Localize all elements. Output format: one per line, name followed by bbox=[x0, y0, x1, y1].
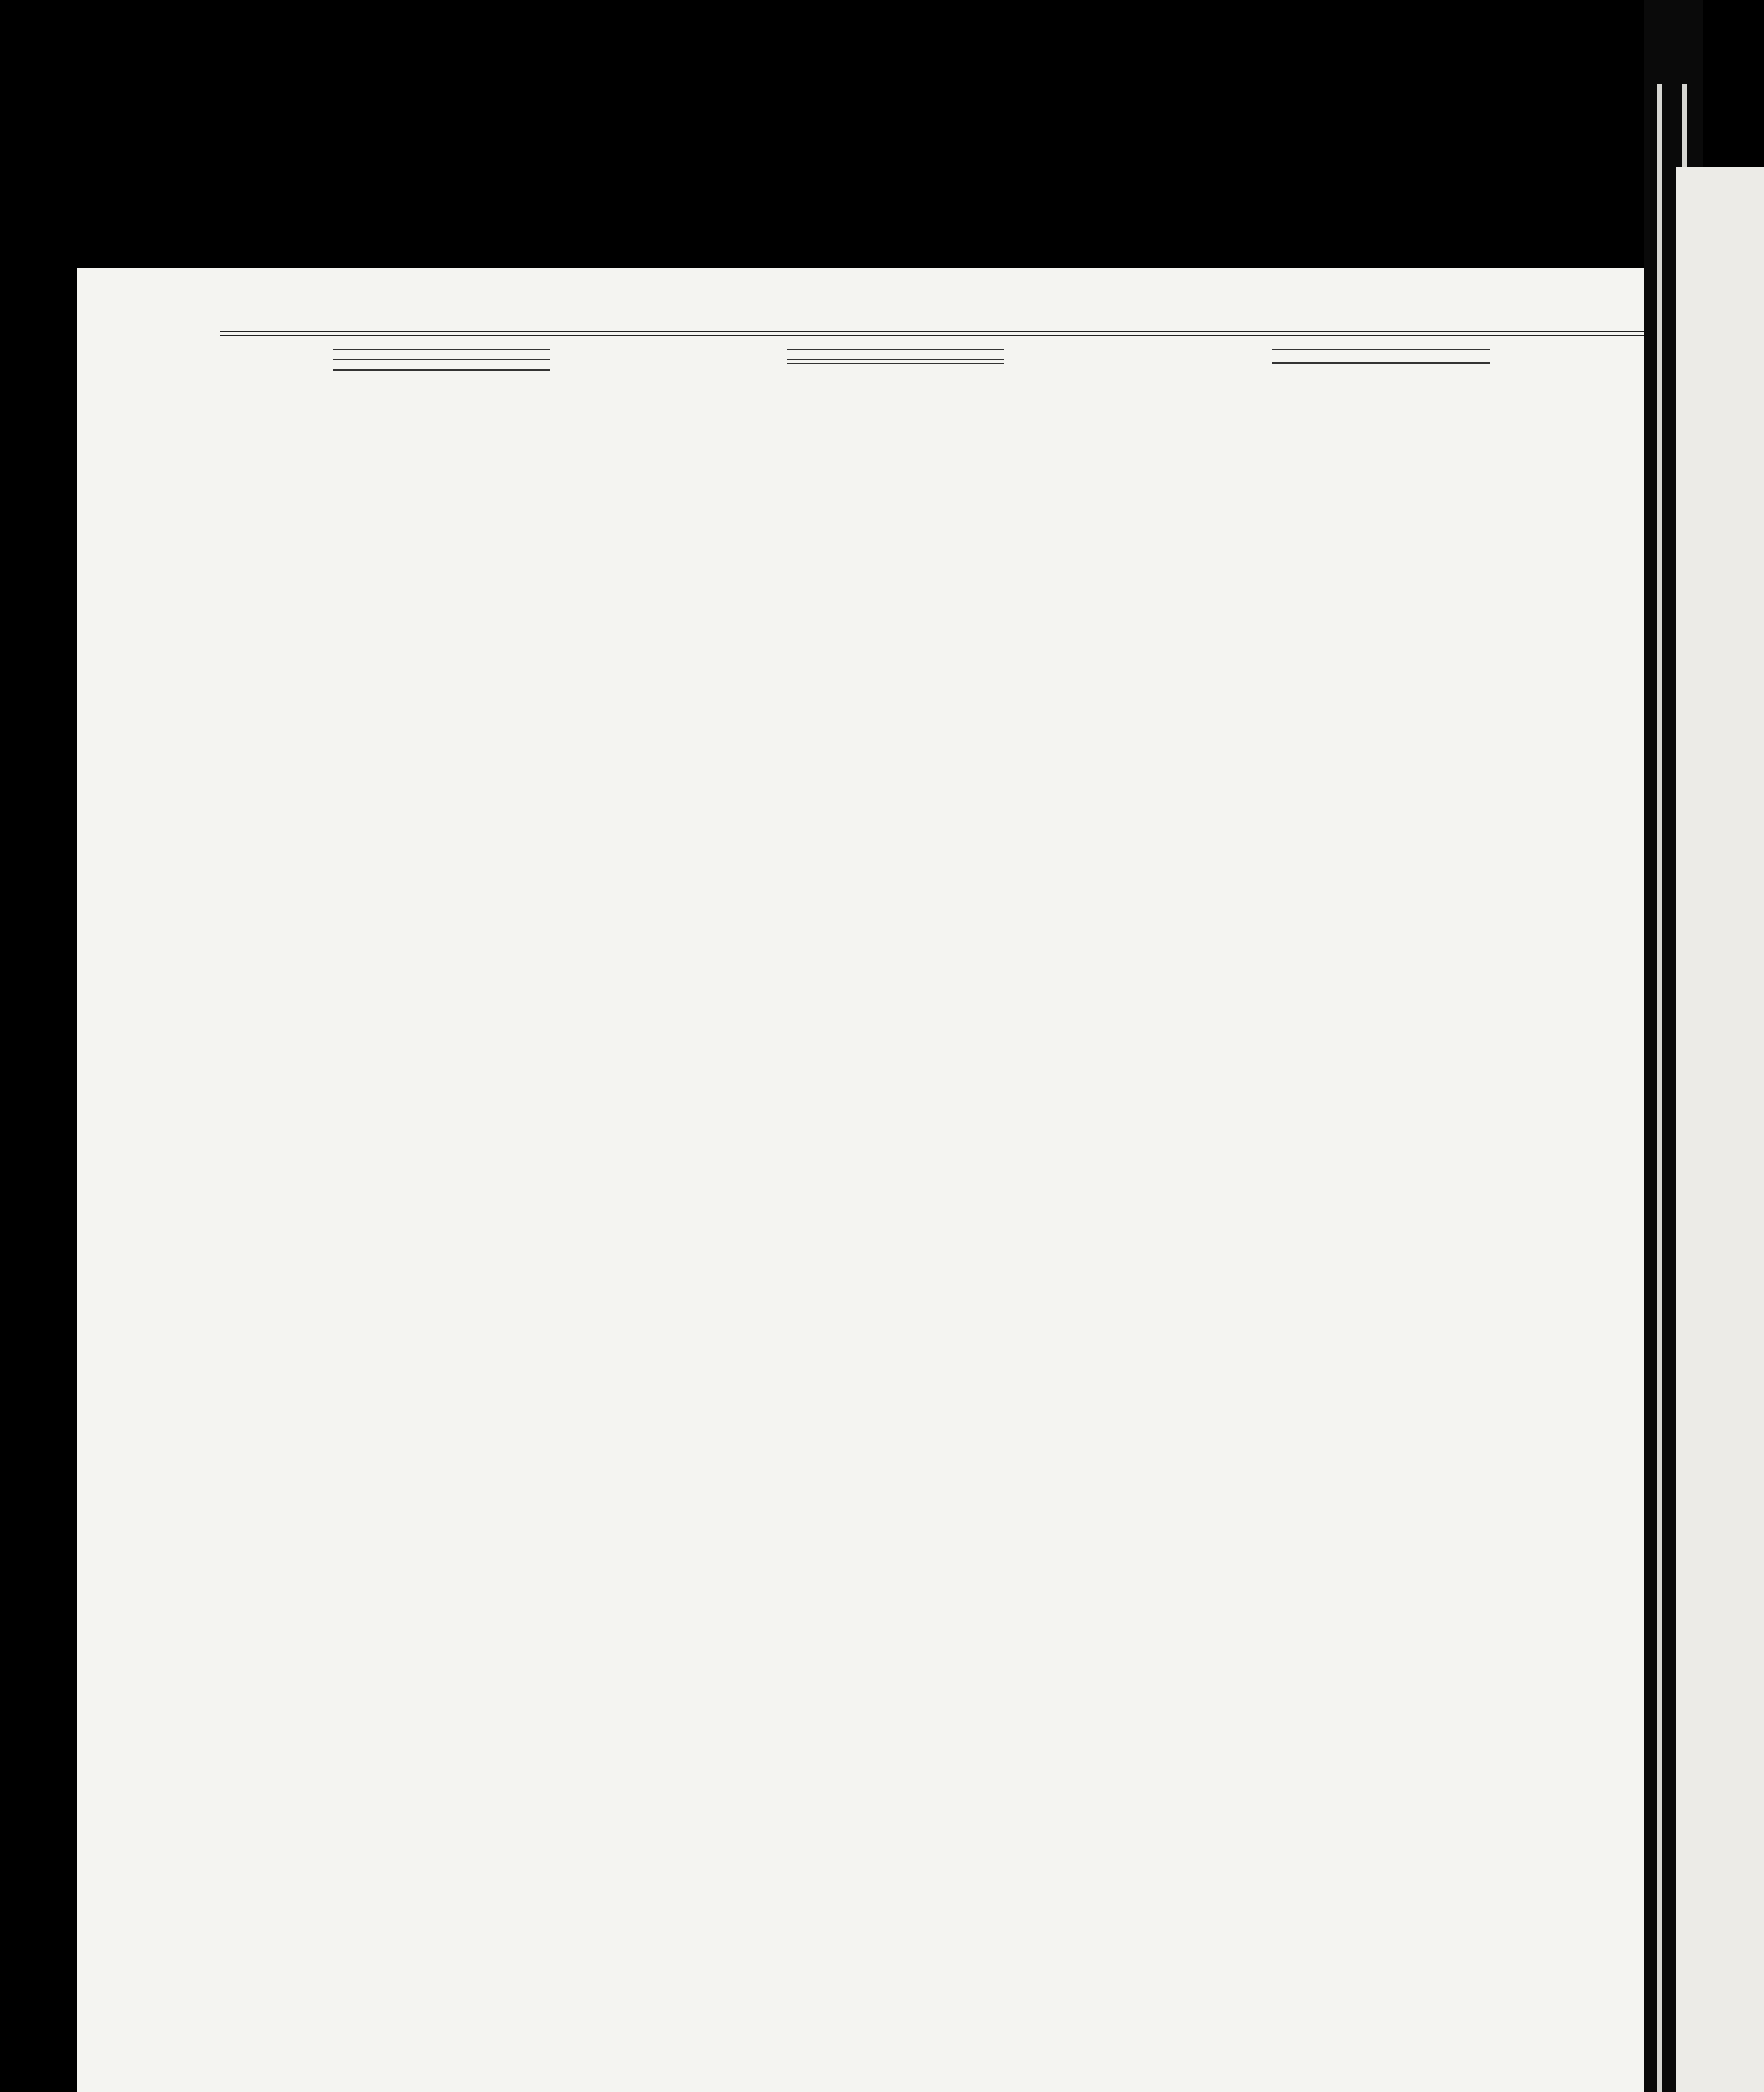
column-2 bbox=[674, 341, 1117, 373]
section-divider bbox=[333, 359, 550, 360]
section-divider bbox=[333, 349, 550, 350]
next-page-edge bbox=[1676, 167, 1764, 2092]
header-rule bbox=[220, 331, 1659, 332]
page-header bbox=[77, 292, 1676, 326]
column-1 bbox=[220, 341, 663, 380]
binding-stripe bbox=[1657, 84, 1662, 2092]
newspaper-page bbox=[77, 268, 1676, 2092]
scan-background-top bbox=[0, 0, 1764, 268]
section-divider bbox=[333, 369, 550, 371]
section-divider bbox=[1272, 349, 1490, 350]
double-divider bbox=[787, 359, 1004, 364]
section-divider bbox=[787, 349, 1004, 350]
section-divider bbox=[1272, 362, 1490, 364]
header-rule-thin bbox=[220, 335, 1659, 336]
column-3 bbox=[1132, 341, 1630, 373]
